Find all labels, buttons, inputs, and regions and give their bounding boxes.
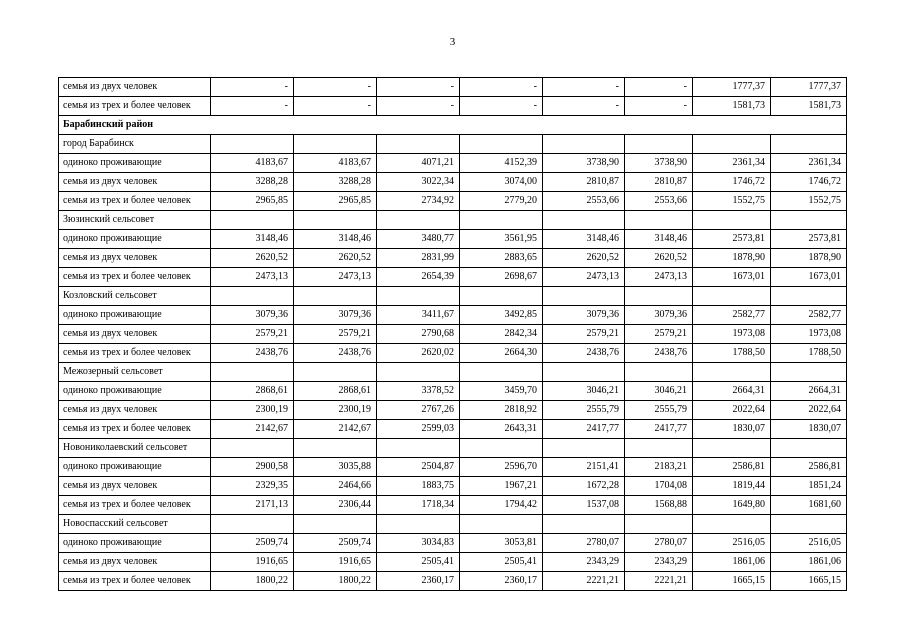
empty-cell (377, 439, 460, 458)
empty-cell (771, 515, 847, 534)
value-cell: 3738,90 (625, 154, 693, 173)
value-cell: 2868,61 (294, 382, 377, 401)
row-label: семья из трех и более человек (59, 572, 211, 591)
empty-cell (377, 287, 460, 306)
value-cell: 1883,75 (377, 477, 460, 496)
value-cell: 2171,13 (211, 496, 294, 515)
value-cell: 2509,74 (211, 534, 294, 553)
table-row (59, 268, 847, 287)
page-number: 3 (449, 36, 456, 48)
value-cell: 3738,90 (543, 154, 625, 173)
value-cell: 1800,22 (211, 572, 294, 591)
value-cell: 2579,21 (543, 325, 625, 344)
value-cell: 2473,13 (294, 268, 377, 287)
value-cell: 4183,67 (211, 154, 294, 173)
empty-cell (771, 211, 847, 230)
row-label: семья из трех и более человек (59, 97, 211, 116)
locality-row (59, 135, 847, 154)
value-cell: 2343,29 (625, 553, 693, 572)
empty-cell (625, 439, 693, 458)
value-cell: 2306,44 (294, 496, 377, 515)
value-cell: 1916,65 (211, 553, 294, 572)
value-cell: 2221,21 (625, 572, 693, 591)
empty-cell (211, 135, 294, 154)
value-cell: 1788,50 (771, 344, 847, 363)
empty-cell (460, 515, 543, 534)
table-row (59, 458, 847, 477)
value-cell: 3079,36 (625, 306, 693, 325)
value-cell: 2360,17 (377, 572, 460, 591)
value-cell: 2516,05 (693, 534, 771, 553)
empty-cell (543, 287, 625, 306)
value-cell: 2438,76 (625, 344, 693, 363)
value-cell: 2734,92 (377, 192, 460, 211)
value-cell: 4152,39 (460, 154, 543, 173)
table-row (59, 496, 847, 515)
value-cell: - (625, 97, 693, 116)
table-row (59, 553, 847, 572)
value-cell: 2151,41 (543, 458, 625, 477)
value-cell: - (377, 78, 460, 97)
empty-cell (771, 135, 847, 154)
row-label: одиноко проживающие (59, 458, 211, 477)
value-cell: 2664,31 (771, 382, 847, 401)
table-row (59, 154, 847, 173)
table-row (59, 173, 847, 192)
value-cell: 3046,21 (625, 382, 693, 401)
empty-cell (543, 363, 625, 382)
value-cell: 1819,44 (693, 477, 771, 496)
value-cell: 2573,81 (771, 230, 847, 249)
empty-cell (377, 211, 460, 230)
value-cell: 3148,46 (294, 230, 377, 249)
value-cell: 2868,61 (211, 382, 294, 401)
value-cell: 2555,79 (625, 401, 693, 420)
value-cell: 1704,08 (625, 477, 693, 496)
value-cell: 2360,17 (460, 572, 543, 591)
table-row (59, 534, 847, 553)
value-cell: 2654,39 (377, 268, 460, 287)
value-cell: 3034,83 (377, 534, 460, 553)
value-cell: 1681,60 (771, 496, 847, 515)
value-cell: 2473,13 (543, 268, 625, 287)
value-cell: 2579,21 (211, 325, 294, 344)
empty-cell (771, 439, 847, 458)
value-cell: 2620,52 (211, 249, 294, 268)
value-cell: 3053,81 (460, 534, 543, 553)
value-cell: 1973,08 (693, 325, 771, 344)
value-cell: 1649,80 (693, 496, 771, 515)
value-cell: 1746,72 (693, 173, 771, 192)
value-cell: 2779,20 (460, 192, 543, 211)
value-cell: - (377, 97, 460, 116)
value-cell: 2504,87 (377, 458, 460, 477)
value-cell: 3288,28 (294, 173, 377, 192)
value-cell: 2300,19 (294, 401, 377, 420)
value-cell: 2505,41 (460, 553, 543, 572)
value-cell: 2620,02 (377, 344, 460, 363)
table-row (59, 344, 847, 363)
value-cell: - (211, 97, 294, 116)
table-row (59, 401, 847, 420)
value-cell: - (543, 78, 625, 97)
value-cell: 2965,85 (211, 192, 294, 211)
empty-cell (693, 515, 771, 534)
locality-heading: Зюзинский сельсовет (59, 211, 211, 230)
value-cell: 2818,92 (460, 401, 543, 420)
empty-cell (377, 135, 460, 154)
value-cell: 2361,34 (693, 154, 771, 173)
locality-heading: Новоспасский сельсовет (59, 515, 211, 534)
value-cell: 4183,67 (294, 154, 377, 173)
value-cell: 3035,88 (294, 458, 377, 477)
value-cell: 2361,34 (771, 154, 847, 173)
table-row (59, 325, 847, 344)
value-cell: 1794,42 (460, 496, 543, 515)
row-label: семья из двух человек (59, 173, 211, 192)
value-cell: 1861,06 (771, 553, 847, 572)
value-cell: - (294, 78, 377, 97)
value-cell: - (294, 97, 377, 116)
value-cell: 1878,90 (771, 249, 847, 268)
value-cell: 1830,07 (693, 420, 771, 439)
table-row (59, 192, 847, 211)
table-row (59, 230, 847, 249)
district-heading: Барабинский район (59, 116, 847, 135)
value-cell: 2780,07 (543, 534, 625, 553)
value-cell: 1777,37 (693, 78, 771, 97)
value-cell: 1673,01 (693, 268, 771, 287)
value-cell: 3046,21 (543, 382, 625, 401)
value-cell: 3480,77 (377, 230, 460, 249)
value-cell: 2473,13 (211, 268, 294, 287)
row-label: одиноко проживающие (59, 382, 211, 401)
value-cell: - (460, 97, 543, 116)
row-label: семья из двух человек (59, 325, 211, 344)
empty-cell (543, 439, 625, 458)
value-cell: 2883,65 (460, 249, 543, 268)
value-cell: 1777,37 (771, 78, 847, 97)
row-label: семья из двух человек (59, 477, 211, 496)
value-cell: 2553,66 (543, 192, 625, 211)
empty-cell (460, 211, 543, 230)
empty-cell (211, 439, 294, 458)
value-cell: 2142,67 (211, 420, 294, 439)
value-cell: 4071,21 (377, 154, 460, 173)
tariff-table-body (59, 78, 847, 591)
row-label: семья из трех и более человек (59, 420, 211, 439)
table-row (59, 97, 847, 116)
value-cell: 2464,66 (294, 477, 377, 496)
value-cell: 3148,46 (543, 230, 625, 249)
value-cell: 1552,75 (771, 192, 847, 211)
value-cell: 2620,52 (543, 249, 625, 268)
row-label: семья из двух человек (59, 553, 211, 572)
value-cell: 2664,31 (693, 382, 771, 401)
value-cell: 1878,90 (693, 249, 771, 268)
value-cell: 3411,67 (377, 306, 460, 325)
value-cell: 2300,19 (211, 401, 294, 420)
locality-row (59, 439, 847, 458)
empty-cell (625, 211, 693, 230)
row-label: семья из трех и более человек (59, 268, 211, 287)
value-cell: 3148,46 (625, 230, 693, 249)
value-cell: 2698,67 (460, 268, 543, 287)
empty-cell (543, 211, 625, 230)
empty-cell (294, 439, 377, 458)
locality-row (59, 363, 847, 382)
empty-cell (460, 439, 543, 458)
empty-cell (625, 135, 693, 154)
value-cell: 1581,73 (771, 97, 847, 116)
value-cell: 2599,03 (377, 420, 460, 439)
empty-cell (211, 363, 294, 382)
value-cell: 2586,81 (693, 458, 771, 477)
value-cell: 1673,01 (771, 268, 847, 287)
value-cell: 3148,46 (211, 230, 294, 249)
empty-cell (460, 135, 543, 154)
value-cell: 2573,81 (693, 230, 771, 249)
value-cell: 2579,21 (294, 325, 377, 344)
row-label: одиноко проживающие (59, 230, 211, 249)
value-cell: 3561,95 (460, 230, 543, 249)
locality-heading: город Барабинск (59, 135, 211, 154)
value-cell: 1718,34 (377, 496, 460, 515)
value-cell: 3079,36 (543, 306, 625, 325)
value-cell: 1973,08 (771, 325, 847, 344)
value-cell: 2473,13 (625, 268, 693, 287)
value-cell: 2438,76 (543, 344, 625, 363)
value-cell: 1851,24 (771, 477, 847, 496)
locality-heading: Межозерный сельсовет (59, 363, 211, 382)
value-cell: 3492,85 (460, 306, 543, 325)
empty-cell (693, 135, 771, 154)
empty-cell (460, 287, 543, 306)
locality-heading: Козловский сельсовет (59, 287, 211, 306)
empty-cell (211, 515, 294, 534)
value-cell: 2329,35 (211, 477, 294, 496)
row-label: семья из трех и более человек (59, 192, 211, 211)
table-row (59, 306, 847, 325)
value-cell: 2620,52 (625, 249, 693, 268)
empty-cell (377, 363, 460, 382)
empty-cell (693, 439, 771, 458)
district-row (59, 116, 847, 135)
value-cell: 2555,79 (543, 401, 625, 420)
empty-cell (625, 515, 693, 534)
empty-cell (211, 211, 294, 230)
row-label: одиноко проживающие (59, 306, 211, 325)
empty-cell (693, 363, 771, 382)
empty-cell (693, 211, 771, 230)
value-cell: 2343,29 (543, 553, 625, 572)
empty-cell (294, 515, 377, 534)
empty-cell (294, 135, 377, 154)
locality-row (59, 515, 847, 534)
empty-cell (294, 363, 377, 382)
empty-cell (211, 287, 294, 306)
value-cell: 2142,67 (294, 420, 377, 439)
locality-row (59, 211, 847, 230)
table-row (59, 420, 847, 439)
row-label: одиноко проживающие (59, 154, 211, 173)
value-cell: 3459,70 (460, 382, 543, 401)
value-cell: 1552,75 (693, 192, 771, 211)
value-cell: - (211, 78, 294, 97)
value-cell: 2780,07 (625, 534, 693, 553)
value-cell: - (625, 78, 693, 97)
value-cell: 2596,70 (460, 458, 543, 477)
value-cell: 1746,72 (771, 173, 847, 192)
value-cell: 1830,07 (771, 420, 847, 439)
empty-cell (460, 363, 543, 382)
value-cell: 2438,76 (294, 344, 377, 363)
table-row (59, 477, 847, 496)
value-cell: 1916,65 (294, 553, 377, 572)
value-cell: 3079,36 (211, 306, 294, 325)
value-cell: 3022,34 (377, 173, 460, 192)
row-label: одиноко проживающие (59, 534, 211, 553)
value-cell: 2509,74 (294, 534, 377, 553)
value-cell: 2438,76 (211, 344, 294, 363)
value-cell: 1665,15 (693, 572, 771, 591)
locality-row (59, 287, 847, 306)
value-cell: 3079,36 (294, 306, 377, 325)
locality-heading: Новониколаевский сельсовет (59, 439, 211, 458)
table-row (59, 249, 847, 268)
value-cell: 1967,21 (460, 477, 543, 496)
empty-cell (294, 211, 377, 230)
value-cell: 2417,77 (543, 420, 625, 439)
value-cell: 2582,77 (771, 306, 847, 325)
value-cell: 2221,21 (543, 572, 625, 591)
value-cell: 2586,81 (771, 458, 847, 477)
value-cell: 2183,21 (625, 458, 693, 477)
value-cell: - (460, 78, 543, 97)
value-cell: - (543, 97, 625, 116)
value-cell: 1672,28 (543, 477, 625, 496)
value-cell: 2767,26 (377, 401, 460, 420)
table-row (59, 78, 847, 97)
empty-cell (294, 287, 377, 306)
value-cell: 3378,52 (377, 382, 460, 401)
value-cell: 2790,68 (377, 325, 460, 344)
empty-cell (771, 363, 847, 382)
value-cell: 2810,87 (625, 173, 693, 192)
value-cell: 2842,34 (460, 325, 543, 344)
value-cell: 2022,64 (693, 401, 771, 420)
value-cell: 2664,30 (460, 344, 543, 363)
empty-cell (693, 287, 771, 306)
empty-cell (377, 515, 460, 534)
value-cell: 2516,05 (771, 534, 847, 553)
empty-cell (543, 135, 625, 154)
value-cell: 3288,28 (211, 173, 294, 192)
value-cell: 2579,21 (625, 325, 693, 344)
value-cell: 1861,06 (693, 553, 771, 572)
value-cell: 2417,77 (625, 420, 693, 439)
table-row (59, 382, 847, 401)
empty-cell (771, 287, 847, 306)
value-cell: 3074,00 (460, 173, 543, 192)
value-cell: 2810,87 (543, 173, 625, 192)
value-cell: 2022,64 (771, 401, 847, 420)
row-label: семья из трех и более человек (59, 344, 211, 363)
value-cell: 2643,31 (460, 420, 543, 439)
value-cell: 2900,58 (211, 458, 294, 477)
value-cell: 1788,50 (693, 344, 771, 363)
row-label: семья из двух человек (59, 401, 211, 420)
row-label: семья из двух человек (59, 78, 211, 97)
value-cell: 2620,52 (294, 249, 377, 268)
row-label: семья из трех и более человек (59, 496, 211, 515)
table-row (59, 572, 847, 591)
row-label: семья из двух человек (59, 249, 211, 268)
empty-cell (543, 515, 625, 534)
value-cell: 2965,85 (294, 192, 377, 211)
empty-cell (625, 363, 693, 382)
empty-cell (625, 287, 693, 306)
value-cell: 1581,73 (693, 97, 771, 116)
value-cell: 1537,08 (543, 496, 625, 515)
value-cell: 2582,77 (693, 306, 771, 325)
value-cell: 1568,88 (625, 496, 693, 515)
value-cell: 2553,66 (625, 192, 693, 211)
tariff-table (58, 77, 847, 591)
value-cell: 2505,41 (377, 553, 460, 572)
value-cell: 1800,22 (294, 572, 377, 591)
value-cell: 2831,99 (377, 249, 460, 268)
value-cell: 1665,15 (771, 572, 847, 591)
